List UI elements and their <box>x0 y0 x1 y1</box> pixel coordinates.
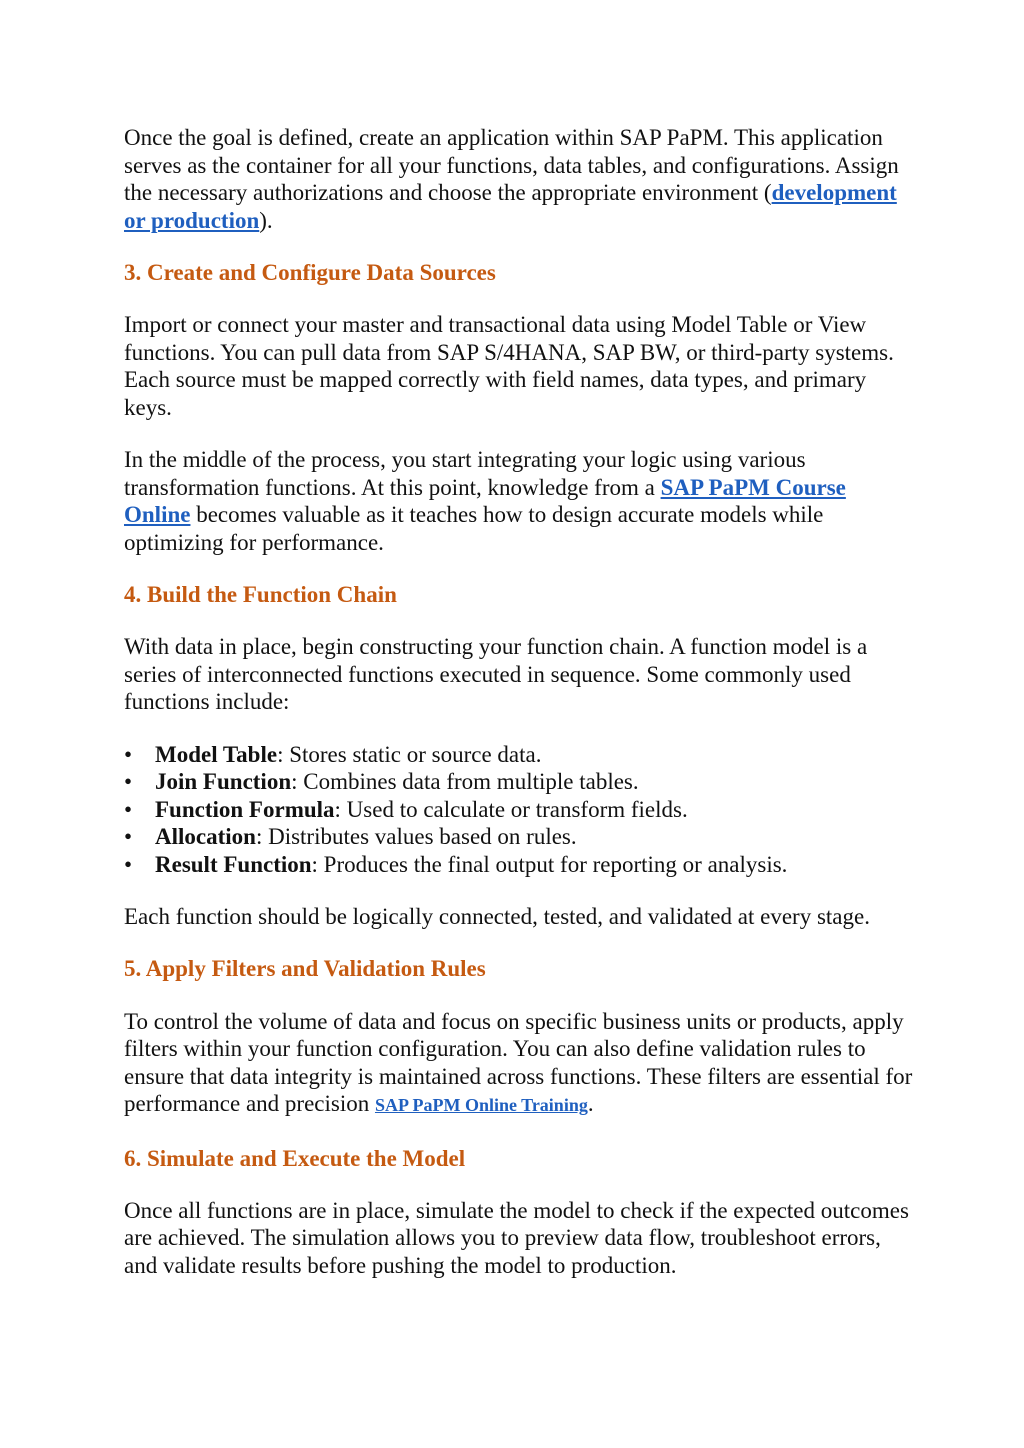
bullet-icon: • <box>124 741 133 767</box>
sap-papm-course-online-link[interactable]: SAP PaPM Course Online <box>124 474 846 528</box>
section-6-heading: 6. Simulate and Execute the Model <box>124 1145 466 1171</box>
function-list <box>124 741 914 879</box>
section-5-paragraph <box>124 1008 914 1120</box>
list-item-term: Allocation <box>155 824 256 850</box>
sap-papm-online-training-link[interactable]: SAP PaPM Online Training <box>374 1095 588 1116</box>
list-item-desc: : Produces the final output for reporting or analysis. <box>311 852 788 878</box>
section-4-paragraph-2: Each function should be logically connected, tested, and validated at every stage. <box>124 904 870 930</box>
section-4-heading: 4. Build the Function Chain <box>124 582 397 608</box>
document-page <box>124 124 914 1304</box>
list-item-desc: : Combines data from multiple tables. <box>291 769 639 795</box>
development-or-production-link[interactable]: development or production <box>124 180 897 233</box>
list-item <box>124 768 914 796</box>
section-3-heading: 3. Create and Configure Data Sources <box>124 259 496 285</box>
section-5-paragraph-after: . <box>587 1091 594 1117</box>
section-3-paragraph-1: Import or connect your master and transactional data using Model Table or View functions. You can pull data from SAP S/4HANA, SAP BW, or third-party systems. Each source must be mapped correctly with field names, data types, and primary keys. <box>124 312 894 420</box>
bullet-icon: • <box>124 852 133 878</box>
list-item-term: Join Function <box>155 769 292 795</box>
intro-text-1: Once the goal is defined, create an application within SAP PaPM. This application serves as the container for all your functions, data tables, and configurations. Assign the necessary authorizations and choose the appropriate environment ( <box>124 125 899 206</box>
intro-text-2: ). <box>259 207 273 233</box>
section-3-paragraph-2-after: becomes valuable as it teaches how to design accurate models while optimizing for performance. <box>124 502 824 555</box>
list-item <box>124 851 914 879</box>
list-item <box>124 823 914 851</box>
list-item-term: Function Formula <box>155 796 335 822</box>
list-item <box>124 796 914 824</box>
list-item-desc: : Stores static or source data. <box>277 741 542 767</box>
list-item <box>124 741 914 769</box>
list-item-desc: : Distributes values based on rules. <box>255 824 577 850</box>
list-item-term: Model Table <box>155 741 278 767</box>
bullet-icon: • <box>124 824 133 850</box>
list-item-desc: : Used to calculate or transform fields. <box>334 796 688 822</box>
bullet-icon: • <box>124 796 133 822</box>
bullet-icon: • <box>124 769 133 795</box>
section-5-heading: 5. Apply Filters and Validation Rules <box>124 956 486 982</box>
section-5-paragraph-before: To control the volume of data and focus on specific business units or products, apply filters within your function configuration. You can also define validation rules to ensure that data integrity is maintained across functions. These filters are essential for performance and precision <box>124 1008 913 1117</box>
section-3-paragraph-2 <box>124 446 914 556</box>
section-3-paragraph-2-before: In the middle of the process, you start integrating your logic using various transformation functions. At this point, knowledge from a <box>124 447 806 500</box>
list-item-term: Result Function <box>155 852 312 878</box>
section-4-paragraph-1: With data in place, begin constructing your function chain. A function model is a series of interconnected functions executed in sequence. Some commonly used functions include: <box>124 634 868 715</box>
section-6-paragraph: Once all functions are in place, simulate the model to check if the expected outcomes are achieved. The simulation allows you to preview data flow, troubleshoot errors, and validate results before pushing the model to production. <box>124 1197 909 1278</box>
intro-paragraph <box>124 124 914 234</box>
